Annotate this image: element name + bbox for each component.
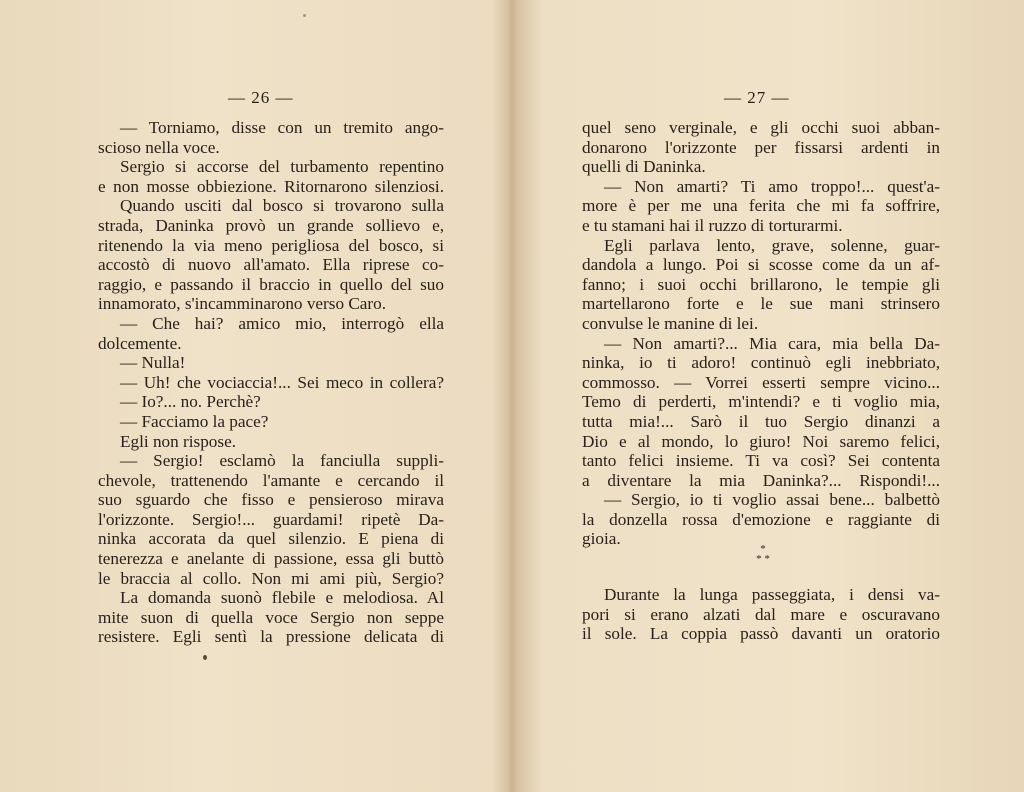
text-line: tanto felici insieme. Ti va così? Sei contenta: [582, 451, 940, 471]
text-line: Durante la lunga passeggiata, i densi va-: [604, 585, 940, 604]
text-line: pori si erano alzati dal mare e oscuravano: [582, 604, 940, 624]
text-line: scioso nella voce.: [98, 137, 220, 157]
text-line: le braccia al collo. Non mi ami più, Sergio?: [98, 568, 444, 588]
text-line: mite suon di quella voce Sergio non seppe: [98, 607, 444, 627]
text-line: resistere. Egli sentì la pressione delicata di: [98, 627, 444, 647]
text-line: — Non amarti? Ti amo troppo!... quest'a-: [604, 176, 940, 196]
text-line: — Torniamo, disse con un tremito ango-: [120, 118, 444, 137]
text-line: accostò di nuovo all'amato. Ella riprese co-: [98, 255, 444, 275]
text-line: quelli di Daninka.: [582, 157, 706, 177]
text-line: donarono l'orizzonte per fissarsi ardenti in: [582, 137, 940, 157]
section-asterism: [748, 544, 778, 564]
text-line: convulse le manine di lei.: [582, 313, 759, 333]
left-page: [0, 0, 510, 792]
text-line: — Nulla!: [120, 353, 186, 373]
text-line: Dio e al mondo, lo giuro! Noi saremo felici,: [582, 431, 940, 451]
text-line: l'orizzonte. Sergio!... guardami! ripetè Da-: [98, 509, 444, 529]
text-line: e tu stamani hai il ruzzo di torturarmi.: [582, 215, 843, 235]
text-line: — Facciamo la pace?: [120, 411, 269, 431]
text-line: innamorato, s'incamminarono verso Caro.: [98, 294, 387, 314]
text-line: tutta mia!... Sarò il tuo Sergio dinanzi a: [582, 411, 940, 431]
text-line: Egli non rispose.: [120, 431, 237, 451]
text-line: strada, Daninka provò un grande sollievo e,: [98, 215, 444, 235]
text-line: Sergio si accorse del turbamento repentino: [120, 157, 444, 177]
text-line: Quando usciti dal bosco si trovarono sulla: [120, 196, 444, 216]
text-line: — Io?... no. Perchè?: [120, 392, 261, 412]
text-line: ninka, io ti adoro! continuò egli inebbriato,: [582, 353, 940, 373]
text-line: dolcemente.: [98, 333, 182, 353]
ink-spot: [303, 14, 306, 17]
right-page-text: [582, 118, 940, 549]
text-line: ritenendo la via meno perigliosa del bosco, si: [98, 235, 444, 255]
left-page-number: — 26 —: [228, 88, 294, 107]
asterism-top: *: [760, 543, 766, 555]
text-line: raggio, e passando il braccio in quello del suo: [98, 274, 444, 294]
text-line: dandola a lungo. Poi si scosse come da un af-: [582, 255, 940, 275]
text-line: — Sergio! esclamò la fanciulla suppli-: [120, 451, 444, 471]
text-line: more è per me una ferita che mi fa soffrire,: [582, 196, 940, 216]
text-line: La domanda suonò flebile e melodiosa. Al: [120, 588, 444, 608]
text-line: e non mosse obbiezione. Ritornarono silenziosi.: [98, 176, 444, 196]
left-page-text: [98, 118, 444, 647]
text-line: gioia.: [582, 529, 621, 549]
text-line: la donzella rossa d'emozione e raggiante di: [582, 509, 940, 529]
text-line: ninka accorata da quel silenzio. E piena di: [98, 529, 444, 549]
text-line: suo sguardo che fisso e pensieroso mirava: [98, 490, 444, 510]
text-line: fanno; i suoi occhi brillarono, le tempie gli: [582, 274, 940, 294]
text-line: Egli parlava lento, grave, solenne, guar-: [604, 235, 940, 255]
text-line: — Che hai? amico mio, interrogò ella: [120, 313, 444, 333]
new-section-text: [582, 585, 940, 644]
right-page: [512, 0, 1024, 792]
asterism-bottom: * *: [756, 553, 770, 565]
text-line: — Non amarti?... Mia cara, mia bella Da-: [604, 333, 940, 353]
text-line: — Sergio, io ti voglio assai bene... balbettò: [604, 490, 940, 510]
ink-spot: [203, 655, 207, 660]
text-line: chevole, trattenendo l'amante e cercando il: [98, 470, 444, 490]
text-line: — Uh! che vociaccia!... Sei meco in collera?: [120, 372, 444, 392]
text-line: tenerezza e anelante di passione, essa gli buttò: [98, 549, 444, 569]
right-page-number: — 27 —: [724, 88, 790, 107]
text-line: il sole. La coppia passò davanti un oratorio: [582, 624, 940, 644]
text-line: Temo di perderti, m'intendi? e ti voglio mia,: [582, 392, 940, 412]
text-line: commosso. — Vorrei esserti sempre vicino...: [582, 372, 940, 392]
text-line: a diventare la mia Daninka?... Rispondi!...: [582, 470, 940, 490]
text-line: quel seno verginale, e gli occhi suoi abban-: [582, 118, 940, 137]
text-line: martellarono forte e le sue mani strinsero: [582, 294, 940, 314]
